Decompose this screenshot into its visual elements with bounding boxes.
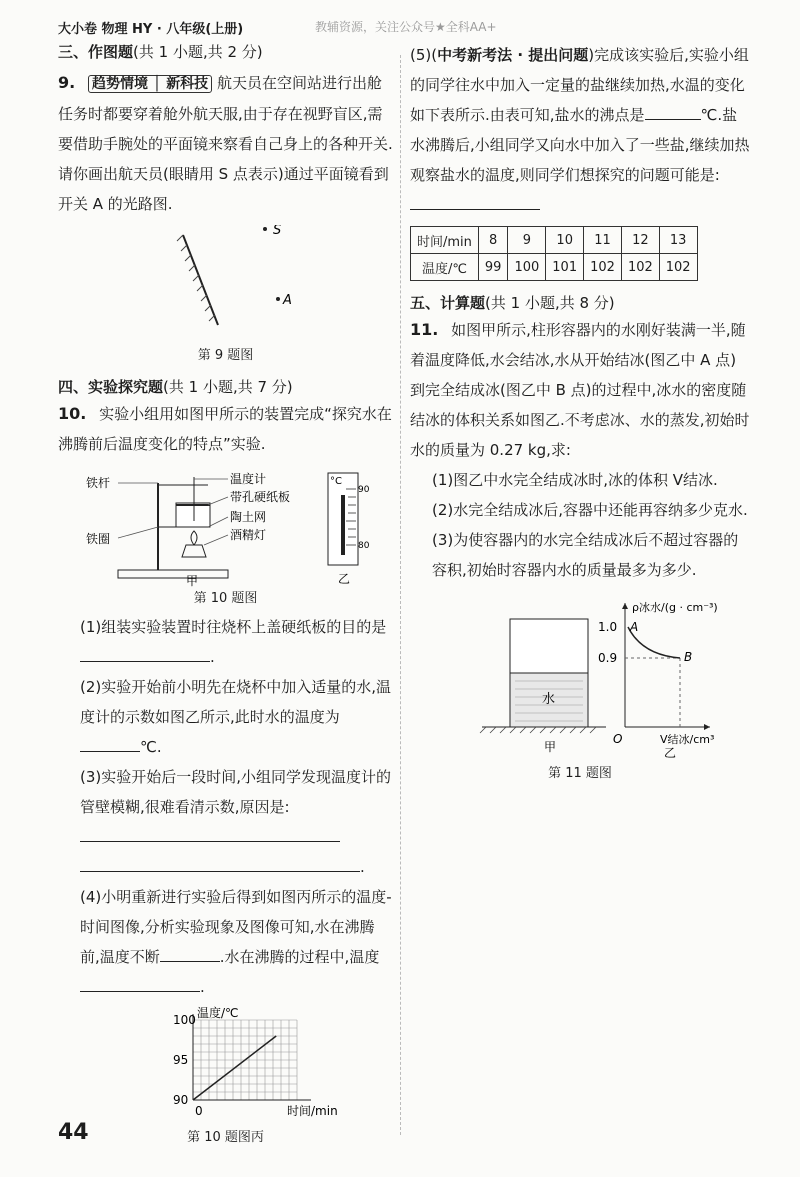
question-11 — [410, 315, 750, 585]
sub-1: (1)图乙中水完全结成冰时,冰的体积 V结冰. — [432, 471, 718, 489]
column-divider — [400, 55, 401, 1135]
figure-11 — [410, 597, 750, 762]
point-a — [276, 297, 280, 301]
answer-blank-3b[interactable] — [80, 853, 360, 872]
label-yi-11: 乙 — [664, 746, 677, 760]
tick-80: 80 — [358, 541, 370, 551]
book-title: 大小卷 物理 HY · 八年级(上册) — [58, 22, 244, 37]
label-jia-11: 甲 — [544, 740, 557, 754]
answer-blank-2[interactable] — [80, 733, 140, 752]
label-water: 水 — [542, 692, 556, 707]
new-exam-tag: 中考新考法 · 提出问题 — [437, 46, 589, 64]
question-9-text: 航天员在空间站进行出舱任务时都要穿着舱外航天服,由于存在视野盲区,需要借助手腕处的平面镜来察看自己身上的各种开关.请你画出航天员(眼睛用 S 点表示)通过平面镜看到开关 A 的光路图. — [58, 74, 393, 213]
question-number: 10. — [58, 404, 87, 423]
mirror-figure — [58, 225, 393, 340]
right-column — [410, 40, 750, 781]
label-a: A — [283, 293, 292, 308]
label-thermometer: 温度计 — [230, 472, 267, 486]
figure-11-caption: 第 11 题图 — [548, 766, 612, 781]
question-number: 11. — [410, 320, 439, 339]
answer-blank-1[interactable] — [80, 643, 210, 662]
question-10-5: (5)(中考新考法 · 提出问题)完成该实验后,实验小组的同学往水中加入一定量的盐继续加热,水温的变化如下表所示.由表可知,盐水的沸点是 ℃.盐水沸腾后,小组同学又向水中加入了一些盐,继续加热观察盐水的温度,则同学们想探究的问题可能是: — [410, 40, 750, 220]
y-tick-label: 90 — [173, 1093, 189, 1107]
page-number: 44 — [58, 1120, 89, 1145]
label-cardboard: 带孔硬纸板 — [230, 490, 291, 504]
tick-0-9: 0.9 — [598, 651, 618, 665]
tick-1-0: 1.0 — [598, 620, 618, 634]
x-axis-label: 时间/min — [287, 1104, 338, 1118]
point-s — [263, 227, 267, 231]
label-point-b: B — [684, 650, 693, 664]
answer-blank-5a[interactable] — [645, 101, 701, 120]
graph-caption: 第 10 题图丙 — [187, 1130, 264, 1145]
temperature-time-chart — [58, 1006, 393, 1126]
row-header: 温度/℃ — [411, 254, 479, 281]
label-clay-mesh: 陶土网 — [230, 510, 267, 524]
watermark-text: 教辅资源，关注公众号★全科AA+ — [315, 20, 497, 34]
row-header: 时间/min — [411, 227, 479, 254]
label-celsius: °C — [330, 476, 342, 487]
answer-blank-4a[interactable] — [160, 943, 220, 962]
left-column — [58, 40, 393, 1145]
question-number: 9. — [58, 73, 76, 92]
x-tick-label: 0 — [195, 1104, 203, 1118]
answer-blank-5b[interactable] — [410, 191, 540, 210]
sub-3: (3)为使容器内的水完全结成冰后不超过容器的容积,初始时容器内水的质量最多为多少. — [432, 531, 739, 579]
part-4: (4)小明重新进行实验后得到如图丙所示的温度-时间图像,分析实验现象及图像可知,水在沸腾前,温度不断 .水在沸腾的过程中,温度. — [80, 888, 392, 996]
answer-blank-4b[interactable] — [80, 973, 200, 992]
part-2: (2)实验开始前小明先在烧杯中加入适量的水,温度计的示数如图乙所示,此时水的温度为℃. — [80, 678, 392, 756]
figure-9-caption: 第 9 题图 — [197, 348, 254, 363]
label-yi: 乙 — [338, 572, 351, 586]
tick-90: 90 — [358, 485, 370, 495]
boiling-apparatus-figure — [58, 465, 393, 587]
question-9 — [58, 68, 393, 219]
question-11-text: 如图甲所示,柱形容器内的水刚好装满一半,随着温度降低,水会结冰,水从开始结冰(图乙中 A 点)到完全结成冰(图乙中 B 点)的过程中,冰水的密度随结冰的体积关系如图乙.不考虑冰、水的蒸发,初始时水的质量为 0.27 kg,求: — [410, 321, 750, 459]
question-10-text: 实验小组用如图甲所示的装置完成“探究水在沸腾前后温度变化的特点”实验. — [58, 405, 392, 453]
answer-blank-3[interactable] — [80, 823, 340, 842]
part-1: (1)组装实验装置时往烧杯上盖硬纸板的目的是. — [80, 618, 387, 666]
question-10-parts — [58, 612, 393, 1002]
label-iron-rod: 铁杆 — [86, 476, 111, 490]
y-tick-label: 95 — [173, 1053, 189, 1067]
section-4-heading: 四、实验探究题(共 1 小题,共 7 分) — [58, 378, 293, 396]
question-10 — [58, 399, 393, 459]
label-origin: O — [613, 732, 623, 746]
sub-2: (2)水完全结成冰后,容器中还能再容纳多少克水. — [432, 501, 748, 519]
section-5-heading: 五、计算题(共 1 小题,共 8 分) — [410, 294, 615, 312]
table-row: 时间/min 8 9 10 11 12 13 — [411, 227, 698, 254]
label-alcohol-lamp: 酒精灯 — [230, 528, 267, 542]
trend-tag: 趋势情境 │ 新科技 — [88, 75, 212, 93]
label-xlabel: V结冰/cm³ — [660, 733, 715, 746]
label-ylabel: ρ冰水/(g · cm⁻³) — [632, 601, 718, 614]
figure-10-caption: 第 10 题图 — [193, 591, 258, 606]
label-jia: 甲 — [186, 574, 199, 587]
label-iron-ring: 铁圈 — [86, 532, 111, 546]
y-axis-label: 温度/℃ — [197, 1006, 239, 1020]
table-row: 温度/℃ 99 100 101 102 102 102 — [411, 254, 698, 281]
part-3: (3)实验开始后一段时间,小组同学发现温度计的管壁模糊,很难看清示数,原因是:. — [80, 768, 392, 876]
label-point-a: A — [630, 620, 639, 634]
salt-water-table — [410, 226, 698, 281]
section-3-heading: 三、作图题(共 1 小题,共 2 分) — [58, 43, 263, 61]
label-s: S — [273, 225, 282, 238]
y-tick-label: 100 — [173, 1013, 196, 1027]
